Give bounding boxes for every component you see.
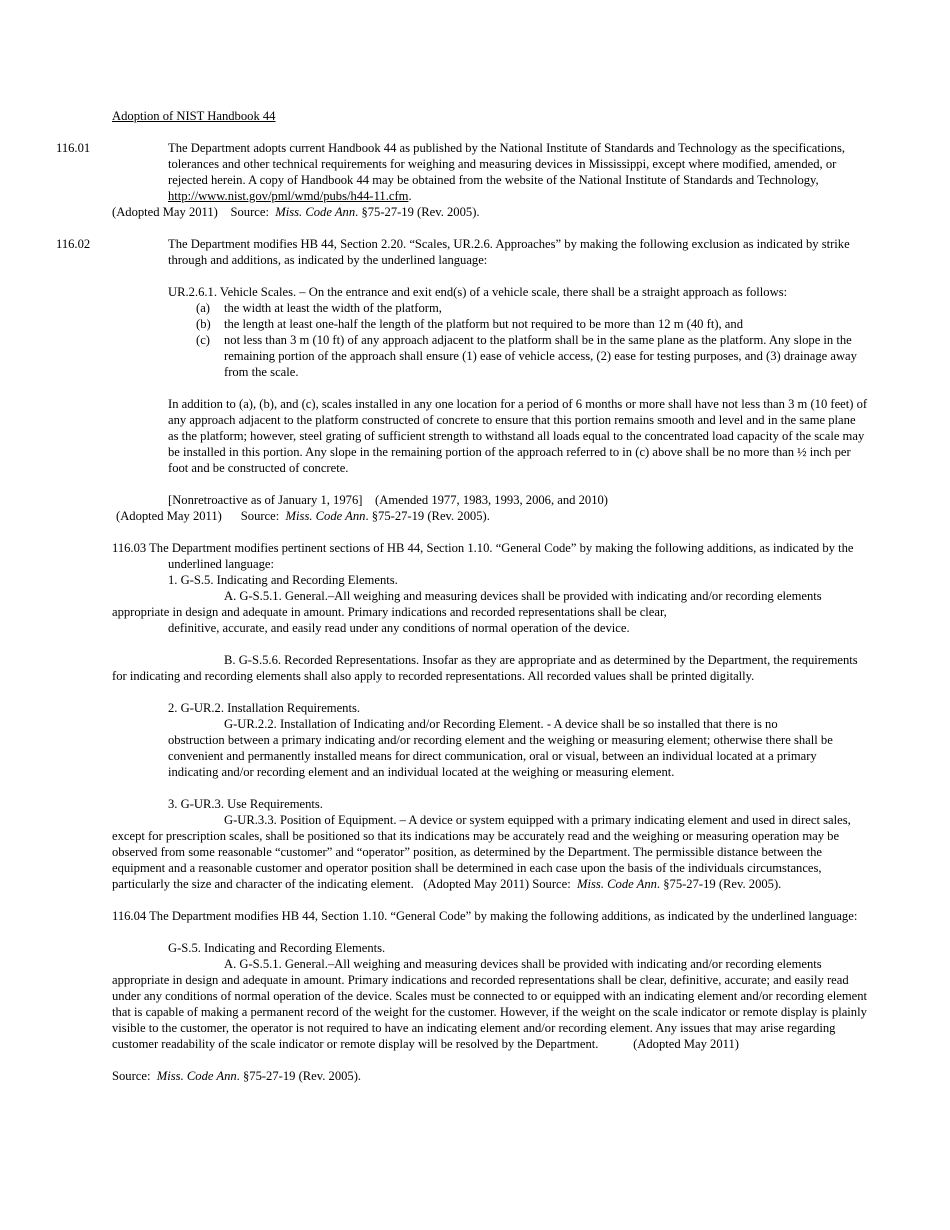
amended-note: (Amended 1977, 1983, 1993, 2006, and 2010) xyxy=(375,493,608,507)
gs5-heading: G-S.5. Indicating and Recording Elements. xyxy=(168,941,386,955)
rule-number: 116.02 xyxy=(56,237,91,251)
section-heading: Adoption of NIST Handbook 44 xyxy=(112,109,276,123)
list-text: the width at least the width of the platform, xyxy=(224,301,442,315)
source-citation: Miss. Code Ann xyxy=(275,205,356,219)
item-a-continuation: definitive, accurate, and easily read under any conditions of normal operation of the device. xyxy=(168,621,630,635)
rule-text: The Department modifies HB 44, Section 2.20. “Scales, UR.2.6. Approaches” by making the following exclusion as indicated by strike through and additions, as indicated by the underlined language: xyxy=(168,237,850,267)
source-citation: Miss. Code Ann xyxy=(156,1069,237,1083)
rule-116-01 xyxy=(56,140,868,204)
list-label: (c) xyxy=(196,333,210,347)
item-1-heading: 1. G-S.5. Indicating and Recording Elements. xyxy=(168,573,398,587)
gs51-text: A. G-S.5.1. General.–All weighing and measuring devices shall be provided with indicating and/or recording elements appropriate in design and adequate in amount. Primary indications and recorded representations shall be clear, definitive, accurate; and easily read under any conditions of normal operation of the device. Scales must be connected to or equipped with an indicating element and/or recording element that is capable of making a permanent record of the weight for the customer. However, if the weight on the scale indicator or remote display is plainly visible to the customer, the operator is not required to have an indicating element and/or recording element. Any issues that may arise regarding customer readability of the scale indicator or remote display will be resolved by the Department. xyxy=(112,957,868,1051)
rule-116-02 xyxy=(56,236,868,268)
list-text: the length at least one-half the length of the platform but not required to be more than 12 m (40 ft), and xyxy=(224,317,743,331)
list-item-b xyxy=(112,316,868,332)
gur33-text: G-UR.3.3. Position of Equipment. – A device or system equipped with a primary indicating element and used in direct sales, except for prescription scales, shall be positioned so that its indications may be accurately read and the weighing or measuring operation may be observed from some reasonable “customer” and “operator” position, as determined by the Department. The permissible distance between the equipment and a reasonable customer and operator position shall be determined in each case upon the basis of the individuals circumstances, particularly the size and character of the indicating element. xyxy=(112,813,851,891)
rule-116-03 xyxy=(112,540,868,572)
nonretroactive-note xyxy=(112,492,868,508)
gur22-heading: G-UR.2.2. Installation of Indicating and/or Recording Element. - A device shall be so installed that there is no xyxy=(224,717,778,731)
list-item-a xyxy=(112,300,868,316)
list-label: (b) xyxy=(196,317,211,331)
addition-paragraph: In addition to (a), (b), and (c), scales installed in any one location for a period of 6 months or more shall have not less than 3 m (10 feet) of any approach adjacent to the platform constructed of concrete to ensure that this portion remains smooth and level and in the same plane as the platform; however, steel grating of sufficient strength to withstand all loads equal to the concentrated load capacity of the scale may be installed in this portion. Any slope in the remaining portion of the approach referred to in (c) above shall be no more than ½ inch per foot and be constructed of concrete. xyxy=(168,397,868,475)
final-source xyxy=(112,1068,868,1084)
item-3-heading: 3. G-UR.3. Use Requirements. xyxy=(168,797,323,811)
source-citation: Miss. Code Ann xyxy=(577,877,657,891)
rule-116-04 xyxy=(112,908,868,924)
source-label: Source: xyxy=(240,509,280,523)
source-rest: . §75-27-19 (Rev. 2005). xyxy=(355,205,480,219)
adopted-note: (Adopted May 2011) xyxy=(112,205,218,219)
gur22-continuation: obstruction between a primary indicating and/or recording element and the weighing or measuring element; otherwise there shall be convenient and permanently installed means for direct communication, oral or visual, between an individual located at a primary indicating and/or recording element and an individual located at the weighing or measuring element. xyxy=(168,733,833,779)
rule-116-02-source xyxy=(116,508,868,524)
ur-vehicle-scales: UR.2.6.1. Vehicle Scales. – On the entrance and exit end(s) of a vehicle scale, there shall be a straight approach as follows: xyxy=(168,285,788,299)
nist-link[interactable]: http://www.nist.gov/pml/wmd/pubs/h44-11.cfm xyxy=(168,189,409,203)
rule-text: The Department modifies HB 44, Section 1.10. “General Code” by making the following additions, as indicated by the underlined language: xyxy=(149,909,858,923)
item-2-heading: 2. G-UR.2. Installation Requirements. xyxy=(168,701,361,715)
list-label: (a) xyxy=(196,301,210,315)
source-label: Source: xyxy=(532,877,571,891)
item-a-general: A. G-S.5.1. General.–All weighing and measuring devices shall be provided with indicating and/or recording elements appropriate in design and adequate in amount. Primary indications and recorded representations shall be clear, xyxy=(112,589,822,619)
rule-number: 116.01 xyxy=(56,141,91,155)
adopted-note: (Adopted May 2011) xyxy=(633,1037,739,1051)
source-citation: Miss. Code Ann xyxy=(285,509,366,523)
source-rest: . §75-27-19 (Rev. 2005). xyxy=(236,1069,362,1083)
item-b-recorded-representations: B. G-S.5.6. Recorded Representations. Insofar as they are appropriate and as determined by the Department, the requirements for indicating and recording elements shall also apply to recorded representations. All recorded values shall be printed digitally. xyxy=(112,653,858,683)
rule-number: 116.04 xyxy=(112,909,147,923)
source-label: Source: xyxy=(112,1069,151,1083)
rule-text: The Department modifies pertinent sections of HB 44, Section 1.10. “General Code” by making the following additions, as indicated by the underlined language: xyxy=(149,541,854,571)
rule-number: 116.03 xyxy=(112,541,147,555)
list-text: not less than 3 m (10 ft) of any approach adjacent to the platform shall be in the same plane as the platform. Any slope in the remaining portion of the approach shall ensure (1) ease of vehicle access, (2) ease for testing purposes, and (3) drainage away from the scale. xyxy=(224,333,857,379)
adopted-note: (Adopted May 2011) xyxy=(116,509,222,523)
source-label: Source: xyxy=(230,205,269,219)
source-rest: . §75-27-19 (Rev. 2005). xyxy=(656,877,782,891)
gs51-paragraph xyxy=(112,956,868,1052)
nonretroactive-text: [Nonretroactive as of January 1, 1976] xyxy=(168,493,363,507)
list-item-c xyxy=(112,332,868,380)
rule-116-01-source xyxy=(112,204,868,220)
source-rest: . §75-27-19 (Rev. 2005). xyxy=(365,509,490,523)
adopted-note: (Adopted May 2011) xyxy=(423,877,530,891)
punctuation: . xyxy=(408,189,412,203)
gur33-paragraph xyxy=(112,812,868,892)
document-page xyxy=(56,108,868,1084)
rule-text: The Department adopts current Handbook 44 as published by the National Institute of Standards and Technology as the specifications, tolerances and other technical requirements for weighing and measuring devices in Mississippi, except where modified, amended, or rejected herein. A copy of Handbook 44 may be obtained from the website of the National Institute of Standards and Technology, xyxy=(168,141,846,187)
